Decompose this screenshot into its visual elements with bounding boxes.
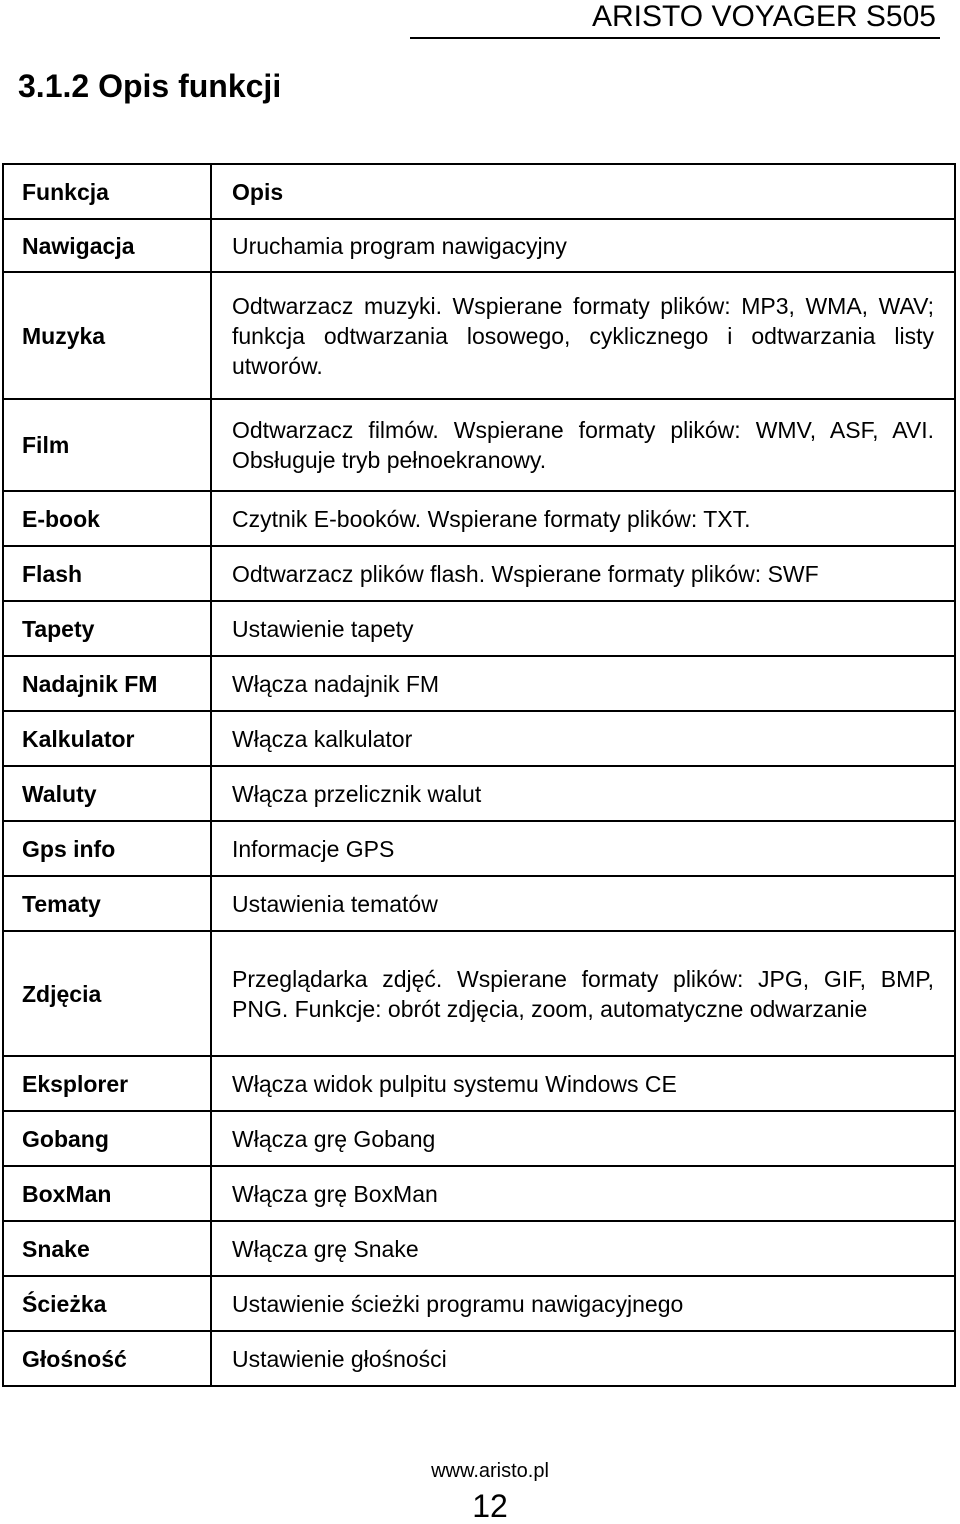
document-header-title: ARISTO VOYAGER S505	[591, 0, 936, 33]
function-description: Odtwarzacz muzyki. Wspierane formaty plików: MP3, WMA, WAV; funkcja odtwarzania losowego, cyklicznego i odtwarzania listy utworów.	[211, 272, 955, 399]
footer-url: www.aristo.pl	[431, 1460, 549, 1482]
function-description: Włącza grę Gobang	[211, 1111, 955, 1166]
function-name: E-book	[3, 491, 211, 546]
function-description: Ustawienie głośności	[211, 1331, 955, 1386]
function-name: Gobang	[3, 1111, 211, 1166]
table-row	[3, 876, 955, 931]
page-number: 12	[472, 1488, 508, 1524]
table-row	[3, 931, 955, 1056]
function-name: BoxMan	[3, 1166, 211, 1221]
function-name: Gps info	[3, 821, 211, 876]
function-description: Włącza przelicznik walut	[211, 766, 955, 821]
function-name: Muzyka	[3, 272, 211, 399]
table-row	[3, 656, 955, 711]
table-row	[3, 711, 955, 766]
function-description: Włącza widok pulpitu systemu Windows CE	[211, 1056, 955, 1111]
section-heading: 3.1.2 Opis funkcji	[18, 68, 282, 104]
function-name: Ścieżka	[3, 1276, 211, 1331]
table-row	[3, 399, 955, 491]
column-header-description: Opis	[211, 164, 955, 219]
function-name: Tematy	[3, 876, 211, 931]
table-header-row	[3, 164, 955, 219]
function-description: Odtwarzacz filmów. Wspierane formaty plików: WMV, ASF, AVI. Obsługuje tryb pełnoekranowy.	[211, 399, 955, 491]
table-row	[3, 546, 955, 601]
table-row	[3, 1276, 955, 1331]
function-name: Waluty	[3, 766, 211, 821]
function-name: Snake	[3, 1221, 211, 1276]
table-row	[3, 1331, 955, 1386]
table-row	[3, 601, 955, 656]
function-description: Włącza grę Snake	[211, 1221, 955, 1276]
table-row	[3, 766, 955, 821]
functions-table	[2, 163, 956, 1387]
function-description: Informacje GPS	[211, 821, 955, 876]
header-divider	[410, 37, 940, 39]
function-name: Głośność	[3, 1331, 211, 1386]
function-name: Flash	[3, 546, 211, 601]
function-description: Odtwarzacz plików flash. Wspierane formaty plików: SWF	[211, 546, 955, 601]
function-name: Nawigacja	[3, 219, 211, 272]
function-description: Włącza nadajnik FM	[211, 656, 955, 711]
function-description: Przeglądarka zdjęć. Wspierane formaty plików: JPG, GIF, BMP, PNG. Funkcje: obrót zdjęcia, zoom, automatyczne odwarzanie	[211, 931, 955, 1056]
column-header-function: Funkcja	[3, 164, 211, 219]
table-row	[3, 821, 955, 876]
function-description: Włącza kalkulator	[211, 711, 955, 766]
function-name: Eksplorer	[3, 1056, 211, 1111]
table-row	[3, 1111, 955, 1166]
function-description: Ustawienia tematów	[211, 876, 955, 931]
function-description: Ustawienie ścieżki programu nawigacyjnego	[211, 1276, 955, 1331]
function-name: Tapety	[3, 601, 211, 656]
function-description: Ustawienie tapety	[211, 601, 955, 656]
table-row	[3, 1221, 955, 1276]
function-name: Kalkulator	[3, 711, 211, 766]
table-row	[3, 1166, 955, 1221]
table-row	[3, 272, 955, 399]
function-description: Włącza grę BoxMan	[211, 1166, 955, 1221]
function-description: Czytnik E-booków. Wspierane formaty plików: TXT.	[211, 491, 955, 546]
table-row	[3, 219, 955, 272]
function-description: Uruchamia program nawigacyjny	[211, 219, 955, 272]
table-row	[3, 491, 955, 546]
function-name: Zdjęcia	[3, 931, 211, 1056]
function-name: Film	[3, 399, 211, 491]
function-name: Nadajnik FM	[3, 656, 211, 711]
table-row	[3, 1056, 955, 1111]
